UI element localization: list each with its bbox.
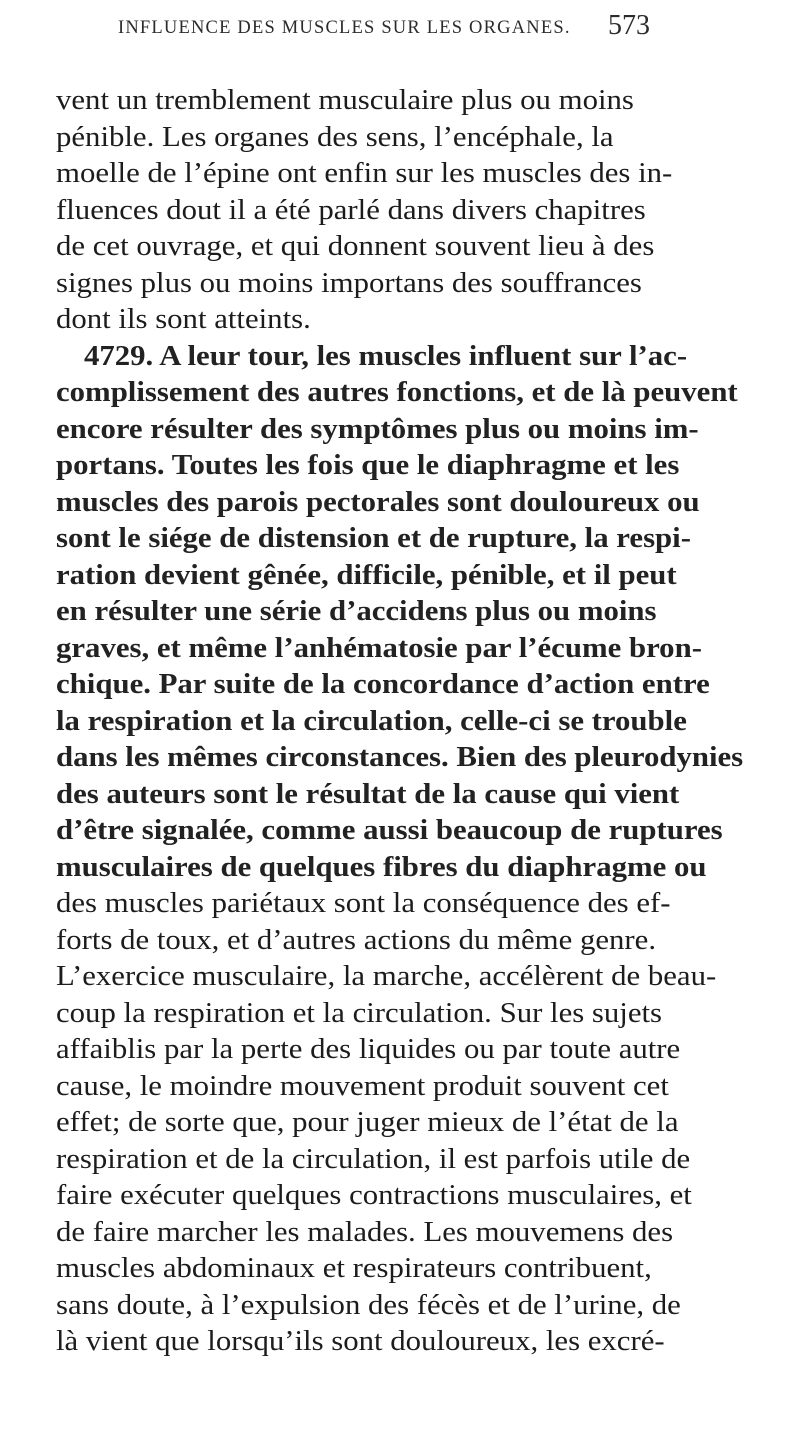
text-line: là vient que lorsqu’ils sont douloureux, les excré- [56, 1326, 665, 1357]
text-line: des auteurs sont le résultat de la cause qui vient [56, 778, 680, 810]
running-title: INFLUENCE DES MUSCLES SUR LES ORGANES. [118, 18, 571, 38]
text-line: portans. Toutes les fois que le diaphragme et les [56, 450, 680, 481]
text-line: complissement des autres fonctions, et de là peuvent [56, 377, 738, 408]
text-line: chique. Par suite de la concordance d’action entre [56, 669, 710, 700]
text-line: effet; de sorte que, pour juger mieux de l’état de la [56, 1107, 679, 1138]
text-line: muscles abdominaux et respirateurs contribuent, [56, 1253, 652, 1284]
running-head [118, 0, 678, 40]
paragraph-start-line: 4729. A leur tour, les muscles influent sur l’ac- [84, 340, 688, 372]
text-line: dont ils sont atteints. [56, 304, 311, 335]
text-line: fluences dout il a été parlé dans divers chapitres [56, 194, 646, 226]
text-line: coup la respiration et la circulation. Sur les sujets [56, 997, 663, 1029]
text-line: dans les mêmes circonstances. Bien des pleurodynies [56, 742, 744, 773]
text-line: sont le siége de distension et de rupture, la respi- [56, 523, 691, 554]
text-line: sans doute, à l’expulsion des fécès et de l’urine, de [56, 1289, 681, 1321]
text-line: vent un tremblement musculaire plus ou moins [56, 85, 634, 116]
text-line: signes plus ou moins importans des souffrances [56, 267, 642, 299]
text-line: pénible. Les organes des sens, l’encéphale, la [56, 121, 614, 153]
text-line: cause, le moindre mouvement produit souvent cet [56, 1070, 669, 1102]
text-line: des muscles pariétaux sont la conséquence des ef- [56, 888, 671, 919]
text-line: respiration et de la circulation, il est parfois utile de [56, 1143, 691, 1175]
text-line: d’être signalée, comme aussi beaucoup de ruptures [56, 815, 723, 846]
text-line: de faire marcher les malades. Les mouvemens des [56, 1216, 674, 1248]
text-line: la respiration et la circulation, celle-ci se trouble [56, 705, 687, 737]
text-line: graves, et même l’anhématosie par l’écume bron- [56, 632, 702, 664]
text-line: moelle de l’épine ont enfin sur les muscles des in- [56, 158, 673, 189]
text-line: forts de toux, et d’autres actions du même genre. [56, 924, 657, 956]
text-line: de cet ouvrage, et qui donnent souvent lieu à des [56, 231, 655, 262]
text-line: muscles des parois pectorales sont douloureux ou [56, 486, 700, 518]
text-line: ration devient gênée, difficile, pénible, et il peut [56, 559, 677, 591]
text-line: faire exécuter quelques contractions musculaires, et [56, 1180, 692, 1211]
text-line: en résulter une série d’accidens plus ou moins [56, 596, 657, 627]
text-line: encore résulter des symptômes plus ou moins im- [56, 413, 699, 445]
text-line: L’exercice musculaire, la marche, accélèrent de beau- [56, 961, 717, 992]
text-line: musculaires de quelques fibres du diaphragme ou [56, 851, 707, 883]
text-line: affaiblis par la perte des liquides ou par toute autre [56, 1034, 681, 1065]
page-number: 573 [608, 10, 650, 41]
